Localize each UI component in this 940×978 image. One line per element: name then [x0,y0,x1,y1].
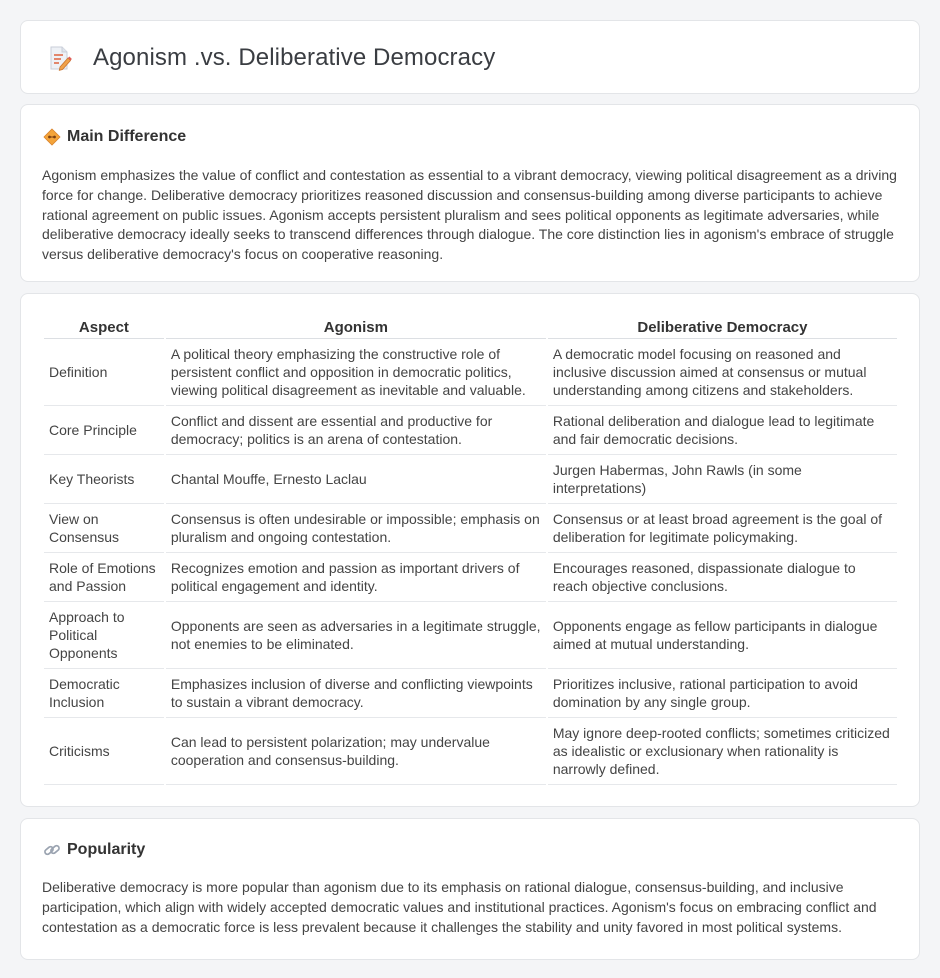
row-agonism: Consensus is often undesirable or impossible; emphasis on pluralism and ongoing contestation. [166,504,546,553]
row-aspect: Approach to Political Opponents [44,602,164,669]
row-aspect: View on Consensus [44,504,164,553]
row-aspect: Definition [44,339,164,406]
row-aspect: Key Theorists [44,455,164,504]
row-deliberative: A democratic model focusing on reasoned and inclusive discussion aimed at consensus or mutual understanding among citizens and stakeholders. [548,339,897,406]
row-deliberative: May ignore deep-rooted conflicts; sometimes criticized as idealistic or exclusionary when rationality is narrowly defined. [548,718,897,785]
column-header-agonism: Agonism [166,315,546,339]
header-row [45,44,495,72]
document-pencil-icon [45,44,73,72]
row-agonism: Can lead to persistent polarization; may undervalue cooperation and consensus-building. [166,718,546,785]
column-header-aspect: Aspect [44,315,164,339]
table-row [44,602,897,669]
popularity-card [20,818,920,960]
main-difference-heading: Main Difference [67,128,187,145]
row-deliberative: Opponents engage as fellow participants in dialogue aimed at mutual understanding. [548,602,897,669]
table-row [44,406,897,455]
row-aspect: Core Principle [44,406,164,455]
row-deliberative: Rational deliberation and dialogue lead to legitimate and fair democratic decisions. [548,406,897,455]
table-row [44,669,897,718]
row-agonism: Opponents are seen as adversaries in a legitimate struggle, not enemies to be eliminated. [166,602,546,669]
main-difference-header [43,128,186,146]
main-difference-text: Agonism emphasizes the value of conflict and contestation as essential to a vibrant democracy, viewing political disagreement as a driving force for change. Deliberative democracy prioritizes reasoned discussion and consensus-building among diverse participants to achieve rational agreement on public issues. Agonism accepts persistent pluralism and sees political opponents as legitimate adversaries, while deliberative democracy ideally seeks to transcend differences through dialogue. The core distinction lies in agonism's embrace of struggle versus deliberative democracy's focus on cooperative reasoning. [42,167,897,263]
row-agonism: Recognizes emotion and passion as important drivers of political engagement and identity. [166,553,546,602]
row-aspect: Democratic Inclusion [44,669,164,718]
table-row [44,455,897,504]
row-agonism: A political theory emphasizing the constructive role of persistent conflict and opposition in democratic politics, viewing political disagreement as inevitable and valuable. [166,339,546,406]
row-deliberative: Jurgen Habermas, John Rawls (in some interpretations) [548,455,897,504]
row-agonism: Conflict and dissent are essential and productive for democracy; politics is an arena of contestation. [166,406,546,455]
diamond-sign-icon [43,128,61,146]
table-row [44,504,897,553]
table-header-row [44,315,897,339]
row-agonism: Emphasizes inclusion of diverse and conflicting viewpoints to sustain a vibrant democracy. [166,669,546,718]
popularity-heading: Popularity [67,841,146,858]
link-icon [43,841,61,859]
comparison-table-card [20,293,920,807]
comparison-table [42,315,899,785]
column-header-deliberative: Deliberative Democracy [548,315,897,339]
popularity-header [43,841,145,859]
row-aspect: Role of Emotions and Passion [44,553,164,602]
row-aspect: Criticisms [44,718,164,785]
row-deliberative: Consensus or at least broad agreement is the goal of deliberation for legitimate policymaking. [548,504,897,553]
popularity-text: Deliberative democracy is more popular than agonism due to its emphasis on rational dialogue, consensus-building, and inclusive participation, which align with widely accepted democratic values and institutional practices. Agonism's focus on embracing conflict and contestation as a democratic force is less prevalent because it challenges the stability and unity favored in most political systems. [42,879,877,935]
row-deliberative: Encourages reasoned, dispassionate dialogue to reach objective conclusions. [548,553,897,602]
row-deliberative: Prioritizes inclusive, rational participation to avoid domination by any single group. [548,669,897,718]
header-card [20,20,920,94]
row-agonism: Chantal Mouffe, Ernesto Laclau [166,455,546,504]
table-row [44,553,897,602]
table-row [44,718,897,785]
main-difference-card [20,104,920,282]
page-title: Agonism .vs. Deliberative Democracy [93,44,496,71]
table-row [44,339,897,406]
